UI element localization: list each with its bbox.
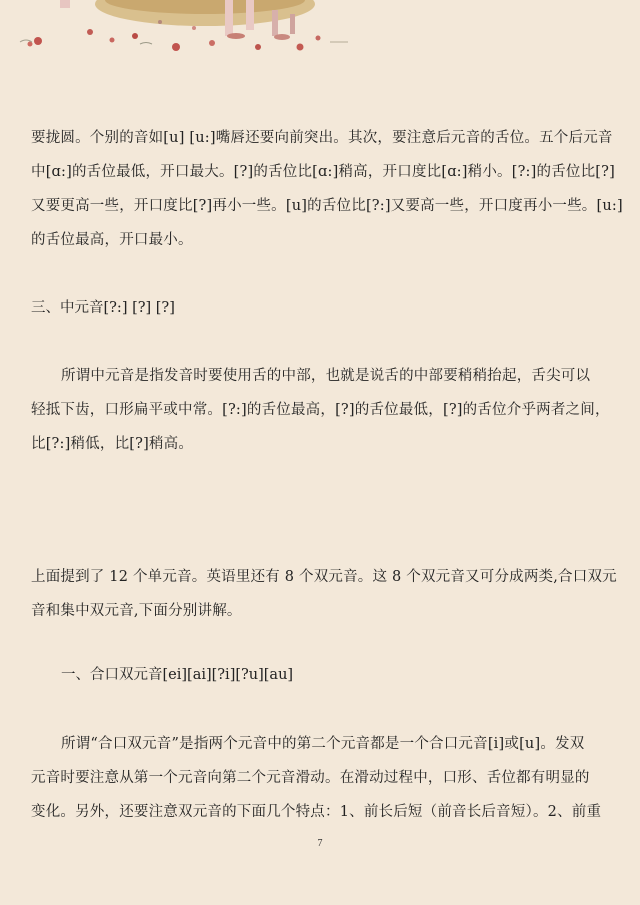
text-line: 所谓“合口双元音”是指两个元音中的第二个元音都是一个合口元音[i]或[u]。发双 (61, 736, 585, 752)
text-line: 轻抵下齿，口形扁平或中常。[?:]的舌位最高，[?]的舌位最低，[?]的舌位介乎两者之间， (31, 402, 610, 418)
paragraph-diphthong-intro (31, 564, 617, 624)
text-line: 又要更高一些，开口度比[?]再小一些。[u]的舌位比[?:]又要高一些，开口度再小一些。[u:] (31, 198, 623, 214)
text-line: 中[ɑ:]的舌位最低，开口最大。[?]的舌位比[ɑ:]稍高，开口度比[ɑ:]稍小。[?:]的舌位比[?] (31, 164, 615, 180)
paragraph-back-vowels-cont (31, 125, 623, 253)
text-line: 的舌位最高，开口最小。 (31, 232, 193, 248)
text-line: 上面提到了 12 个单元音。英语里还有 8 个双元音。这 8 个双元音又可分成两类,合口双元 (31, 569, 617, 585)
paragraph-closing-diphthongs (31, 731, 611, 825)
decorative-illustration (0, 0, 640, 60)
section-heading-closing-diphthongs: 一、合口双元音[ei][ai][?i][?u][au] (61, 667, 294, 683)
text-line: 变化。另外，还要注意双元音的下面几个特点：1、前长后短（前音长后音短）。2、前重 (31, 804, 602, 820)
text-line: 音和集中双元音,下面分别讲解。 (31, 603, 242, 619)
section-heading-central-vowels: 三、中元音[?:] [?] [?] (31, 300, 175, 316)
text-line: 要拢圆。个别的音如[u] [u:]嘴唇还要向前突出。其次，要注意后元音的舌位。五个后元音 (31, 130, 613, 146)
text-line: 所谓中元音是指发音时要使用舌的中部，也就是说舌的中部要稍稍抬起，舌尖可以 (61, 368, 591, 384)
text-line: 元音时要注意从第一个元音向第二个元音滑动。在滑动过程中，口形、舌位都有明显的 (31, 770, 590, 786)
text-line: 比[?:]稍低，比[?]稍高。 (31, 436, 194, 452)
page-number: 7 (317, 838, 323, 849)
paragraph-central-vowels (31, 363, 611, 457)
